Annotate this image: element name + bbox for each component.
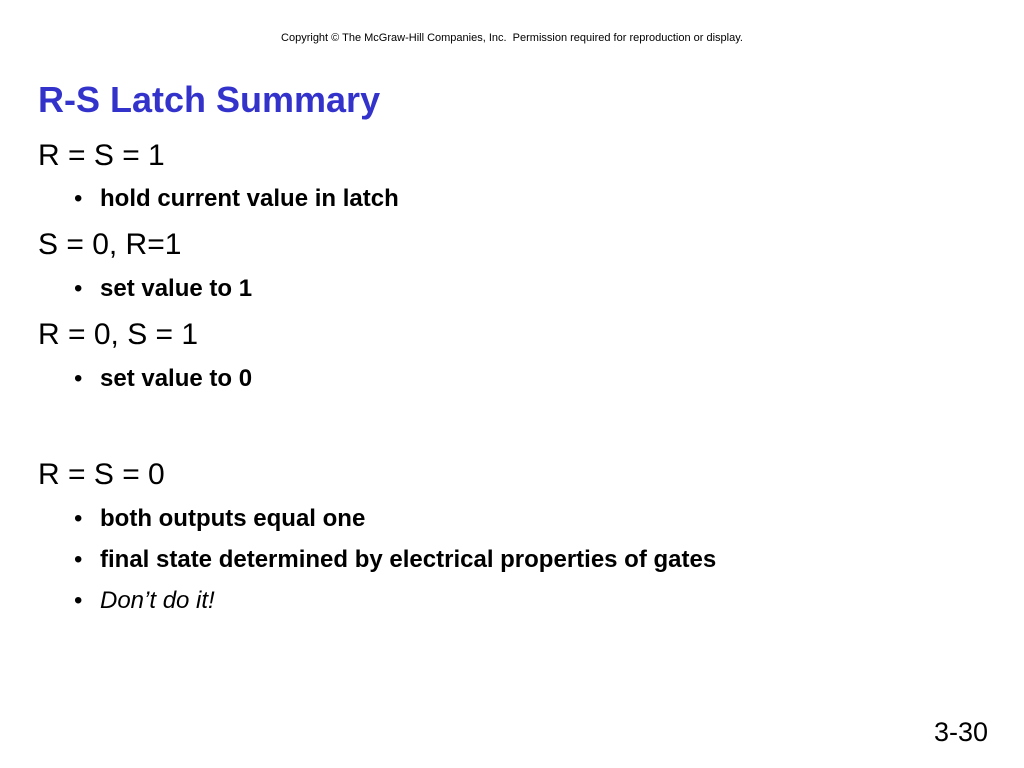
copyright-notice: Copyright © The McGraw-Hill Companies, Inc. Permission required for reproduction or display. (281, 32, 743, 44)
bullet-text: hold current value in latch (100, 185, 399, 212)
page-number: 3-30 (933, 717, 988, 747)
bullet-marker: • (74, 546, 83, 573)
bullet-text: final state determined by electrical properties of gates (100, 546, 717, 573)
heading-r0-s1: R = 0, S = 1 (38, 318, 199, 351)
bullet-outputs-one (74, 504, 365, 534)
heading-s0-r1: S = 0, R=1 (38, 228, 182, 261)
heading-r-s-1: R = S = 1 (38, 139, 165, 172)
bullet-marker: • (74, 505, 83, 532)
bullet-text: set value to 0 (100, 365, 253, 392)
bullet-set-one (74, 274, 252, 304)
bullet-marker: • (74, 365, 83, 392)
bullet-hold-value (74, 184, 399, 214)
bullet-set-zero (74, 364, 252, 394)
bullet-text: Don’t do it! (100, 587, 215, 614)
heading-r-s-0: R = S = 0 (38, 458, 165, 491)
slide-title: R-S Latch Summary (38, 79, 381, 120)
bullet-marker: • (74, 275, 83, 302)
bullet-text: set value to 1 (100, 275, 253, 302)
bullet-dont-do-it (74, 586, 215, 616)
bullet-text: both outputs equal one (100, 505, 366, 532)
bullet-final-state (74, 545, 716, 575)
bullet-marker: • (74, 185, 83, 212)
bullet-marker: • (74, 587, 83, 614)
